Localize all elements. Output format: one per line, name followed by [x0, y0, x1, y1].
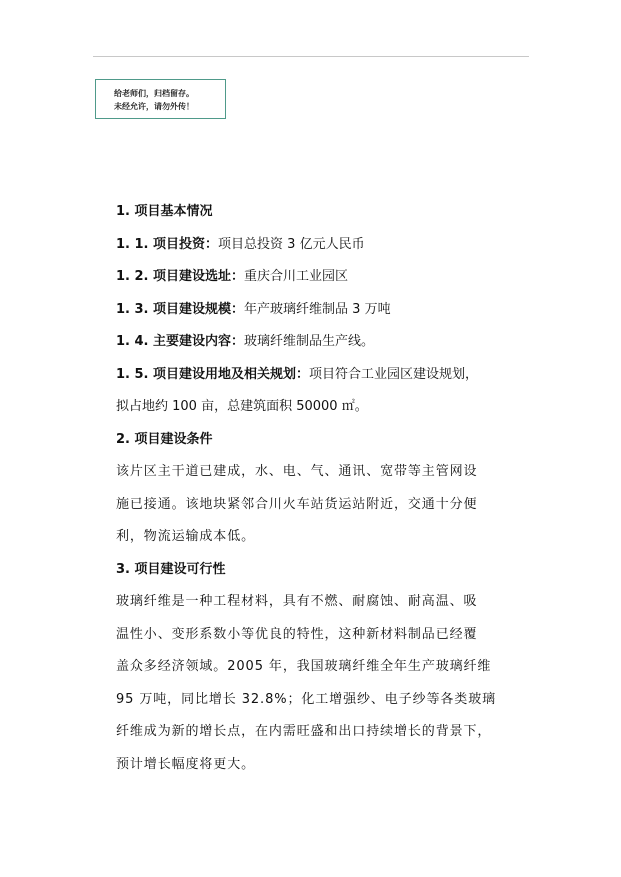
section-2-line: 利，物流运输成本低。	[116, 529, 256, 544]
item-1-4-text: 玻璃纤维制品生产线。	[244, 334, 375, 349]
section-2-line: 施已接通。该地块紧邻合川火车站货运站附近，交通十分便	[116, 496, 478, 512]
item-1-4-label: 1. 4. 主要建设内容：	[116, 334, 245, 349]
item-1-2-text: 重庆合川工业园区	[244, 269, 349, 284]
section-1-heading: 1. 项目基本情况	[116, 204, 213, 219]
item-1-1-text: 项目总投资 3 亿元人民币	[218, 236, 365, 252]
item-1-1-label: 1. 1. 项目投资：	[116, 236, 219, 252]
stamp-line-1: 给老师们，归档留存。	[114, 89, 194, 98]
header-rule	[93, 56, 529, 57]
item-1-5	[116, 359, 511, 392]
item-1-2-label: 1. 2. 项目建设选址：	[116, 269, 245, 284]
item-1-4	[116, 326, 511, 359]
item-1-3-text: 年产玻璃纤维制品 3 万吨	[244, 301, 391, 317]
item-1-2	[116, 261, 511, 294]
item-1-5-label: 1. 5. 项目建设用地及相关规划：	[116, 366, 310, 382]
watermark-stamp	[95, 79, 226, 119]
section-3-line: 95 万吨，同比增长 32.8%；化工增强纱、电子纱等各类玻璃	[116, 691, 497, 707]
section-3-line: 纤维成为新的增长点，在内需旺盛和出口持续增长的背景下，	[116, 724, 492, 739]
item-1-5-text: 项目符合工业园区建设规划，	[309, 366, 479, 382]
section-2-heading: 2. 项目建设条件	[116, 431, 213, 447]
item-1-1	[116, 229, 511, 262]
section-3-line: 温性小、变形系数小等优良的特性，这种新材料制品已经覆	[116, 626, 478, 642]
section-3-line: 盖众多经济领域。2005 年，我国玻璃纤维全年生产玻璃纤维	[116, 659, 492, 674]
item-1-5-continued: 拟占地约 100 亩，总建筑面积 50000 ㎡。	[116, 399, 368, 414]
item-1-3-label: 1. 3. 项目建设规模：	[116, 301, 245, 317]
section-2-line: 该片区主干道已建成，水、电、气、通讯、宽带等主管网设	[116, 464, 478, 479]
section-3-line: 预计增长幅度将更大。	[116, 756, 256, 772]
section-3-heading: 3. 项目建设可行性	[116, 561, 226, 577]
item-1-3	[116, 294, 511, 327]
section-3-line: 玻璃纤维是一种工程材料，具有不燃、耐腐蚀、耐高温、吸	[116, 594, 478, 609]
document-body	[116, 196, 511, 781]
stamp-line-2: 未经允许，请勿外传！	[114, 102, 194, 111]
